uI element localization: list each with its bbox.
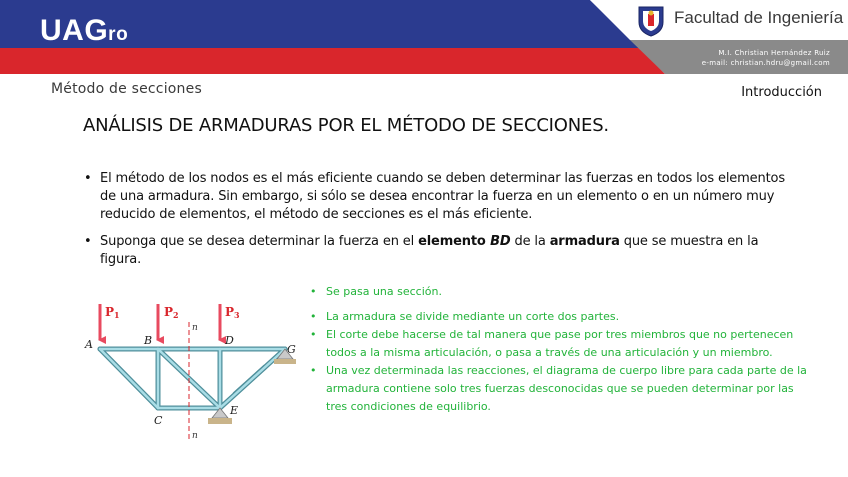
faculty-crest-icon — [637, 4, 665, 37]
bullet-item: • El método de los nodos es el más eficiente cuando se deben determinar las fuerzas en todos los elementos de una armadura. Sin embargo, si sólo se desea encontrar la fuerza en un elemento o en un número muy reducido de elementos, el método de secciones es el más eficiente. — [84, 170, 800, 224]
node-label-c: C — [154, 414, 163, 427]
bullet-item: • Suponga que se desea determinar la fuerza en el elemento BD de la armadura que se muestra en la figura. — [84, 233, 800, 269]
section-title: Método de secciones — [51, 81, 202, 97]
green-bullet-list — [310, 283, 810, 416]
node-label-b: B — [144, 334, 153, 347]
node-label-g: G — [287, 343, 296, 356]
green-bullet-item: • El corte debe hacerse de tal manera que pase por tres miembros que no pertenecen todos a la misma articulación, o pasa a través de una articulación y un miembro. — [310, 326, 810, 362]
load-label-p3: P3 — [225, 305, 240, 320]
faculty-name: Facultad de Ingeniería — [674, 8, 844, 27]
author-info — [702, 48, 830, 68]
node-label-a: A — [85, 338, 93, 351]
main-bullet-list — [84, 170, 800, 278]
section-tag: Introducción — [741, 85, 822, 100]
section-label-top: n — [192, 323, 198, 333]
green-bullet-item: • Una vez determinada las reacciones, el diagrama de cuerpo libre para cada parte de la armadura contiene solo tres fuerzas desconocidas que se pueden determinar por las tres condiciones de equilibrio. — [310, 362, 810, 416]
author-name: M.I. Christian Hernández Ruiz — [718, 49, 830, 57]
section-label-bottom: n — [192, 431, 198, 441]
green-bullet-item: • Se pasa una sección. — [310, 283, 810, 301]
university-logo: UAGro — [40, 14, 129, 47]
node-label-e: E — [230, 404, 239, 417]
truss-figure — [80, 296, 300, 446]
green-bullet-item: • La armadura se divide mediante un corte dos partes. — [310, 308, 810, 326]
slide-title: ANÁLISIS DE ARMADURAS POR EL MÉTODO DE SECCIONES. — [83, 115, 609, 136]
load-label-p1: P1 — [105, 305, 120, 320]
author-email: e-mail: christian.hdru@gmail.com — [701, 59, 830, 67]
node-label-d: D — [225, 334, 234, 347]
load-label-p2: P2 — [164, 305, 179, 320]
